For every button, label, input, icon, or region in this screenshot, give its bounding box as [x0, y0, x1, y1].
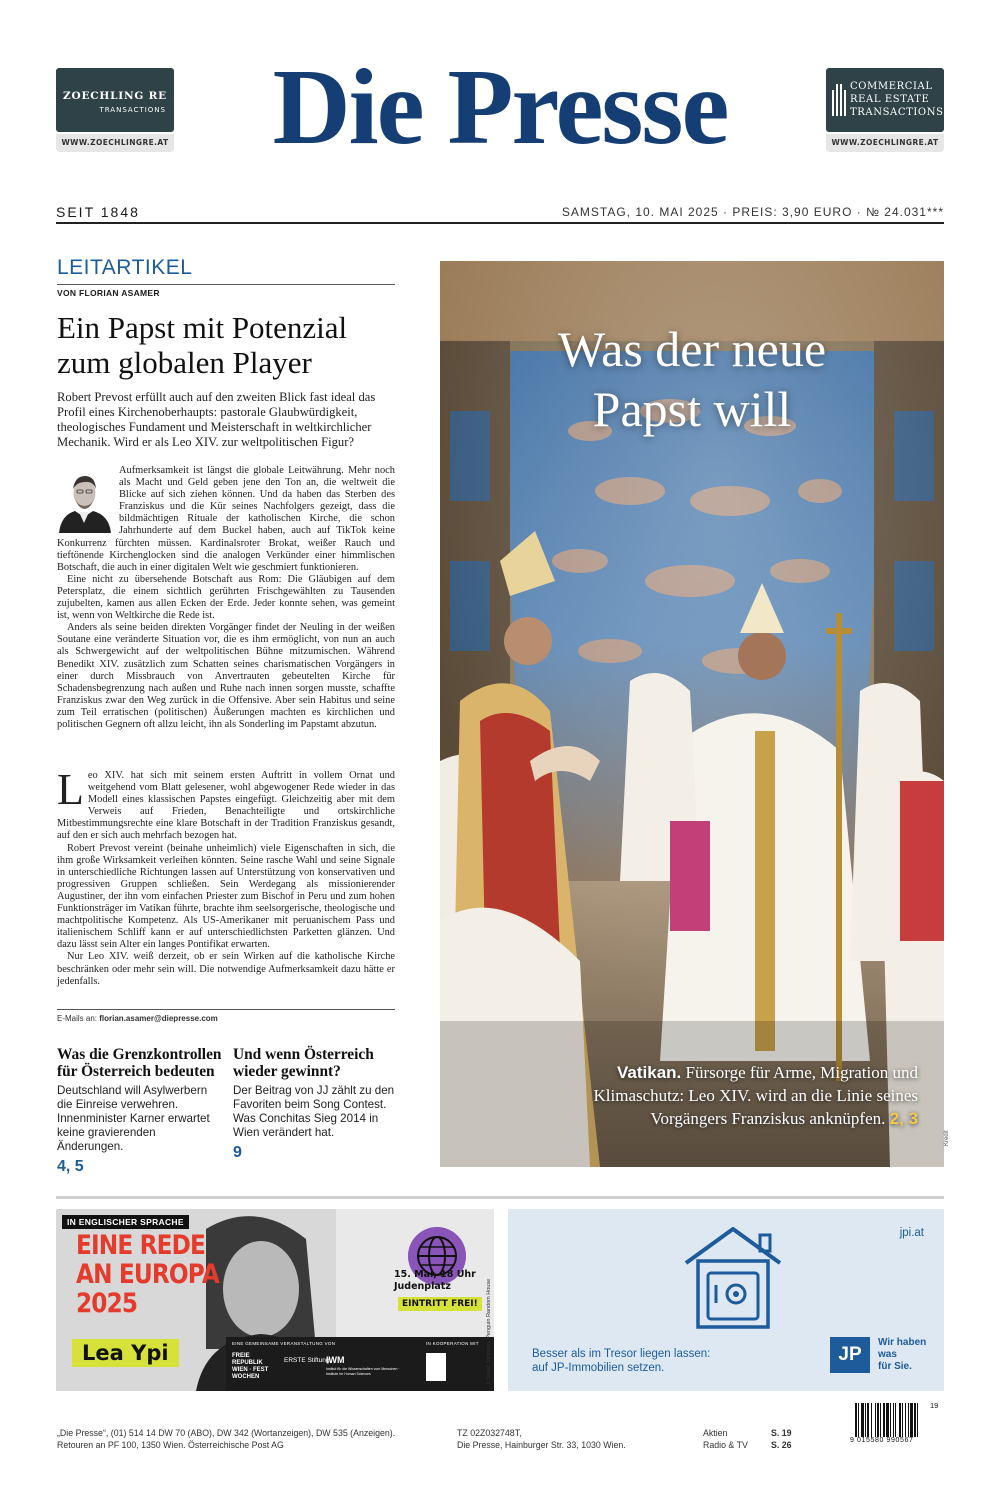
- teaser-text: Der Beitrag von JJ zählt zu den Favoriten beim Song Contest. Was Conchitas Sieg 2014 in Wien verändert hat.: [233, 1084, 395, 1139]
- index-page[interactable]: S. 26: [771, 1440, 792, 1450]
- email-divider: [57, 1009, 395, 1010]
- jp-slogan-line: auf JP-Immobilien setzen.: [532, 1362, 665, 1374]
- barcode-bar: [867, 1403, 869, 1437]
- article-deck: Robert Prevost erfüllt auch auf den zweiten Blick fast ideal das Profil eines Kirchenoberhaupts: pastorale Glaubwürdigkeit, theologisches Fundament und Meisterschaft in weltkirchlicher Mechanik. Wird er als Leo XIV. zur weltpolitischen Figur?: [57, 390, 376, 449]
- event-date: 15. Mai, 18 Uhr: [394, 1269, 476, 1280]
- jp-logo: JP: [830, 1337, 870, 1373]
- barcode-bar: [858, 1403, 859, 1437]
- footer-tz: [457, 1427, 626, 1451]
- jp-claim-line: was: [878, 1349, 897, 1360]
- teaser-song-contest[interactable]: [233, 1046, 398, 1162]
- email-label: E-Mails an:: [57, 1014, 98, 1023]
- hero-headline-line: Was der neue: [557, 321, 827, 377]
- article-paragraph: Robert Prevost vereint (beinahe unheimlich) viele Eigenschaften in sich, die ihm große Wirksamkeit verleihen könnten. Seine rasche Wahl und seine Signale in unterschiedliche Richtungen lassen auf Unterstützung von konservativen und progressiven Gruppen schließen. Sein Werdegang als missionierender Augustiner, der ihn vom einfachen Priester zum Bischof in Peru und zum hohen Funktionsträger im Vatikan führte, brachte ihm seelsorgerische, theologische und machtpolitische Kompetenz. Als US-Amerikaner mit peruanischem Pass und italienischem Schliff kann er auf unterschiedlichsten Parketten glänzen. Und dazu lässt sein Alter ein langes Pontifikat erwarten.: [57, 842, 395, 951]
- zoechling-ad-right[interactable]: [826, 68, 944, 152]
- jp-slogan: [532, 1347, 710, 1375]
- masthead-logo: Die Presse: [272, 48, 728, 167]
- barcode-bar: [880, 1403, 881, 1437]
- footer-tz-line: Die Presse, Hainburger Str. 33, 1030 Wien.: [457, 1440, 626, 1450]
- hero-caption: [578, 1061, 918, 1130]
- footer-contact-line: Retouren an PF 100, 1350 Wien. Österreichische Post AG: [57, 1440, 284, 1450]
- jp-claim-line: Wir haben: [878, 1337, 927, 1348]
- teaser-title[interactable]: Und wenn Österreich wieder gewinnt?: [233, 1046, 374, 1080]
- section-kicker: LEITARTIKEL: [57, 256, 193, 279]
- barcode-bar: [877, 1403, 879, 1437]
- barcode-bar: [861, 1403, 864, 1437]
- ad-separator: [56, 1196, 944, 1199]
- byline: VON FLORIAN ASAMER: [57, 288, 160, 298]
- building-icon: [832, 84, 846, 116]
- iwm-logo: IWM: [326, 1355, 345, 1365]
- barcode-bar: [899, 1403, 901, 1437]
- drop-cap: L: [57, 765, 84, 814]
- hero-caption-pages: 2, 3: [889, 1109, 918, 1128]
- teaser-page-ref: 4, 5: [57, 1158, 84, 1175]
- article-paragraph: Eine nicht zu übersehende Botschaft aus Rom: Die Gläubigen auf dem Petersplatz, die einem sichtlich gerührten Frischgewählten zu Tausenden zujubelten, kamen aus allen Ecken der Erde. Jeder konnte sehen, was gemeint ist, wenn von Weltkirche die Rede ist.: [57, 573, 395, 622]
- barcode-bar: [893, 1403, 894, 1437]
- since-label: SEIT 1848: [56, 204, 140, 220]
- barcode-bar: [855, 1403, 857, 1437]
- index-label: Aktien: [703, 1428, 728, 1438]
- commercial-ad-line: REAL ESTATE: [850, 94, 930, 105]
- hero-caption-lead: Vatikan.: [617, 1063, 682, 1082]
- partner-logo: [426, 1353, 446, 1381]
- teaser-page-ref: 9: [233, 1144, 242, 1161]
- article-paragraph: eo XIV. hat sich mit seinem ersten Auftritt in vollem Ornat und weitgehend vom Blatt gelesener, wohl abgewogener Rede wieder in das Modell eines klassischen Papstes eingefügt. Gleichzeitig aber mit dem Verweis auf Frieden, Benachteiligte und ortskirchliche Mitbestimmungsrechte eine klare Botschaft in der Tradition Franziskus gesandt, auf den er sich auch mehrfach bezogen hat.: [57, 770, 395, 842]
- zoechling-ad-title: ZOECHLING RE: [63, 90, 167, 102]
- barcode-bar: [886, 1403, 889, 1437]
- article-headline[interactable]: Ein Papst mit Potenzial zum globalen Player: [57, 310, 348, 380]
- entry-badge: EINTRITT FREI!: [398, 1297, 482, 1311]
- barcode-bar: [895, 1403, 896, 1437]
- hero-caption-text: Fürsorge für Arme, Migration und Klimaschutz: Leo XIV. wird an die Linie seines Vorgängers Franziskus anknüpfen.: [593, 1063, 918, 1128]
- teaser-title[interactable]: Was die Grenzkontrollen für Österreich bedeuten: [57, 1046, 222, 1080]
- barcode-bar: [883, 1403, 885, 1437]
- ad-headline-line: 2025: [76, 1288, 138, 1319]
- barcode-bar: [908, 1403, 909, 1437]
- ad-headline-line: EINE REDE: [76, 1230, 206, 1261]
- iwm-subtitle: Institut für die Wissenschaften vom Menschen · Institute for Human Sciences: [326, 1367, 400, 1376]
- barcode-bar: [905, 1403, 906, 1437]
- jpi-url[interactable]: jpi.at: [899, 1227, 924, 1239]
- hero-photo[interactable]: [440, 261, 944, 1167]
- article-paragraph: Anders als seine beiden direkten Vorgänger findet der Neuling in der weißen Soutane eine veränderte Situation vor, die es ihm ermöglicht, von nun an auch als Schwergewicht auf der weltpolitischen Bühne mitzumischen. Während Benedikt XIV. zusätzlich zum Schatten seines charismatischen Vorgängers in einer durch Missbrauch von Anvertrauten gebeutelten Kirche für Schadensbegrenzung nach außen und Ruhe nach innen sorgen musste, schaffte Franziskus zwar den Weg zurück in die Offensive. Aber sein Habitus und seine zum Teil erratischen (politischen) Äußerungen machten es kirchlichen und politischen Gegnern oft allzu leicht, ihn als Sonderling im Papstamt abzutun.: [57, 622, 395, 730]
- festwochen-logo: FREIE REPUBLIK WIEN · FEST WOCHEN: [232, 1353, 269, 1380]
- speaker-name: Lea Ypi: [72, 1339, 179, 1367]
- footer-contact: [57, 1427, 395, 1451]
- commercial-ad-text: [850, 80, 944, 119]
- footer-tz-line: TZ 02Z032748T,: [457, 1428, 522, 1438]
- index-page[interactable]: S. 19: [771, 1428, 792, 1438]
- article-paragraph: Aufmerksamkeit ist längst die globale Leitwährung. Mehr noch als Macht und Geld geben jene den Ton an, die weltweit die Blicke auf sich ziehen können. Und da haben das Sterben des Franziskus und die Kür seines Nachfolgers gezeigt, dass die bildmächtigen Rituale der katholischen Kirche, die schon Jahrhunderte auf dem Buckel haben, auch auf TikTok keine Konkurrenz fürchten müssen. Kardinalsroter Brokat, weißer Rauch und tieftönende Kirchenglocken sind die analogen Verkünder einer himmlischen Botschaft, die auch in einer digitalen Welt wie geschmiert funktionieren.: [57, 465, 395, 573]
- teaser-grenzkontrollen[interactable]: [57, 1046, 222, 1176]
- barcode-number: 9 015580 990567: [850, 1437, 914, 1444]
- europa-rede-ad[interactable]: [56, 1209, 494, 1391]
- barcode-bar: [910, 1403, 913, 1437]
- barcode-bar: [890, 1403, 891, 1437]
- ad-headline: [76, 1231, 219, 1318]
- barcode-bar: [875, 1403, 876, 1437]
- dateline: [56, 202, 944, 224]
- issue-number: 19: [930, 1401, 939, 1410]
- organizers-label: EINE GEMEINSAME VERANSTALTUNG VON: [232, 1341, 336, 1346]
- teaser-text: Deutschland will Asylwerbern die Einreise verwehren. Innenminister Karner erwartet keine gravierenden Änderungen.: [57, 1084, 210, 1153]
- article-body-part-2: [57, 765, 395, 988]
- jp-slogan-line: Besser als im Tresor liegen lassen:: [532, 1348, 711, 1360]
- jp-claim: [878, 1337, 926, 1373]
- footer-contact-line: „Die Presse“, (01) 514 14 DW 70 (ABO), DW 342 (Wortanzeigen), DW 535 (Anzeigen).: [57, 1428, 396, 1438]
- zoechling-ad-panel: [56, 68, 174, 132]
- barcode-bar: [871, 1403, 872, 1437]
- coop-label: IN KOOPERATION MIT: [426, 1341, 479, 1346]
- ad-headline-line: AN EUROPA: [76, 1259, 219, 1290]
- organizer-bar: [226, 1337, 494, 1391]
- commercial-ad-url[interactable]: WWW.ZOECHLINGRE.AT: [826, 134, 944, 152]
- hero-headline[interactable]: [440, 319, 944, 439]
- footer-index: [703, 1427, 792, 1451]
- barcode-bar: [917, 1403, 918, 1437]
- kicker-divider: [57, 284, 395, 285]
- event-place: Judenplatz: [394, 1281, 451, 1292]
- author-email-link[interactable]: florian.asamer@diepresse.com: [99, 1014, 218, 1023]
- commercial-ad-line: COMMERCIAL: [850, 81, 933, 92]
- jp-immobilien-ad[interactable]: [508, 1209, 944, 1391]
- hero-headline-line: Papst will: [592, 381, 792, 437]
- ad-photo-credit: © Stuart Simpson, Penguin Random House: [486, 1278, 492, 1385]
- author-email-line: [57, 1014, 218, 1023]
- event-info: [394, 1269, 476, 1293]
- ad-language-tag: IN ENGLISCHER SPRACHE: [62, 1215, 189, 1229]
- index-label: Radio & TV: [703, 1440, 748, 1450]
- date-price-issue: SAMSTAG, 10. MAI 2025 · PREIS: 3,90 EURO · № 24.031***: [561, 205, 944, 219]
- erste-stiftung-logo: ERSTE Stiftung: [284, 1357, 330, 1364]
- barcode-bar: [914, 1403, 916, 1437]
- house-safe-icon: [678, 1221, 788, 1331]
- photo-credit: Kredit: [944, 1130, 950, 1146]
- commercial-ad-panel: [826, 68, 944, 132]
- jp-claim-line: für Sie.: [878, 1361, 912, 1372]
- article-paragraph: Nur Leo XIV. weiß derzeit, ob er sein Wirken auf die katholische Kirche beschränken oder mehr sein will. Die notwendige Aufmerksamkeit dazu hätte er jedenfalls.: [57, 951, 395, 987]
- zoechling-ad-subtitle: TRANSACTIONS: [99, 106, 166, 114]
- article-body-part-1: [57, 465, 395, 731]
- commercial-ad-line: TRANSACTIONS: [850, 107, 944, 118]
- barcode-bar: [902, 1403, 903, 1437]
- zoechling-ad-left[interactable]: [56, 68, 174, 152]
- zoechling-ad-url[interactable]: WWW.ZOECHLINGRE.AT: [56, 134, 174, 152]
- barcode-bar: [865, 1403, 866, 1437]
